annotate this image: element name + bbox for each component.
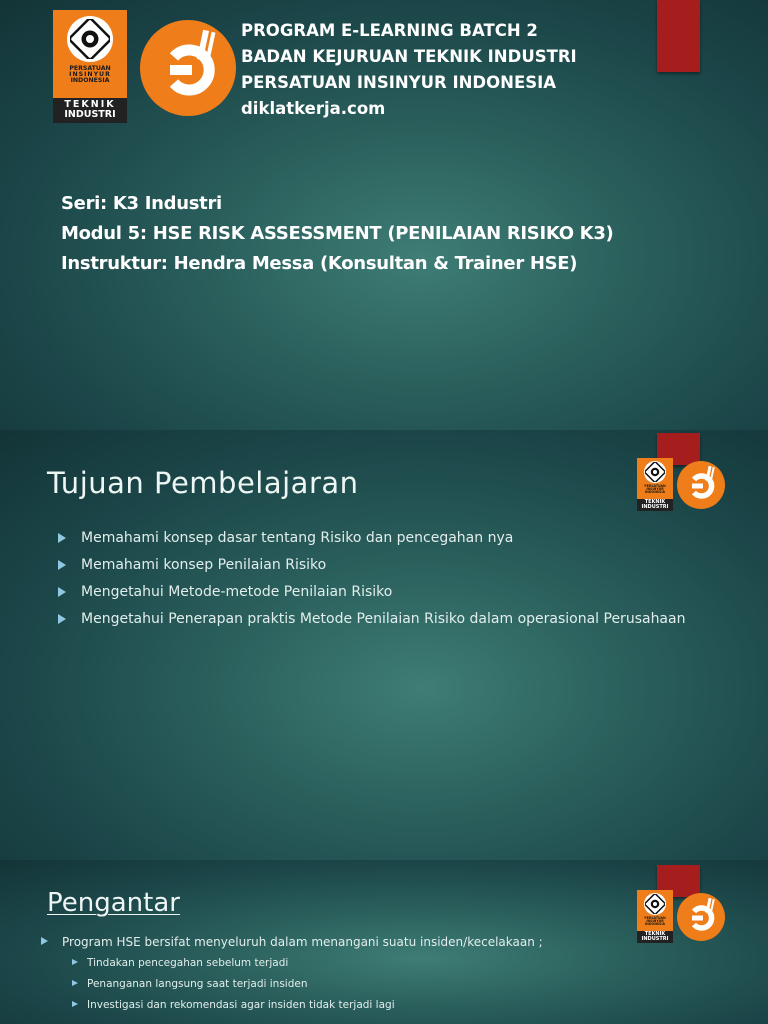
pii-logo [53, 10, 127, 123]
bullet-arrow-icon [72, 959, 78, 965]
course-info [61, 189, 613, 279]
pii-logo [637, 890, 673, 943]
pii-teknik-industri-bar: TEKNIK INDUSTRI [53, 98, 127, 123]
diklatkerja-logo-icon [677, 461, 725, 509]
list-item: Penanganan langsung saat terjadi insiden [72, 977, 632, 991]
course-series: Seri: K3 Industri [61, 193, 222, 214]
pii-wordmark: PERSATUAN INSINYUR INDONESIA [644, 916, 666, 927]
pii-logo [637, 458, 673, 511]
pii-teknik-industri-bar: TEKNIK INDUSTRI [637, 931, 673, 944]
bullet-arrow-icon [41, 937, 48, 945]
objectives-list [58, 529, 698, 637]
red-tab [657, 0, 700, 72]
bullet-arrow-icon [58, 533, 66, 543]
header-line: PERSATUAN INSINYUR INDONESIA [241, 73, 557, 92]
slide-title: Tujuan Pembelajaran [47, 466, 359, 500]
bullet-arrow-icon [58, 587, 66, 597]
list-item: Mengetahui Penerapan praktis Metode Penilaian Risiko dalam operasional Perusahaan [58, 610, 698, 629]
pii-emblem-icon [67, 16, 113, 62]
pii-emblem-icon [644, 461, 666, 483]
slide-title [0, 0, 768, 430]
pii-teknik-industri-bar: TEKNIK INDUSTRI [637, 499, 673, 512]
slide-title: Pengantar [47, 888, 180, 918]
header-line: PROGRAM E-LEARNING BATCH 2 [241, 21, 538, 40]
bullet-arrow-icon [72, 1001, 78, 1007]
bullet-arrow-icon [58, 560, 66, 570]
slide-introduction [0, 860, 768, 1024]
program-header [241, 18, 577, 122]
list-item: Memahami konsep Penilaian Risiko [58, 556, 698, 575]
course-instructor: Instruktur: Hendra Messa (Konsultan & Trainer HSE) [61, 253, 578, 274]
list-item: Program HSE bersifat menyeluruh dalam menangani suatu insiden/kecelakaan ; [41, 934, 641, 950]
list-item: Memahami konsep dasar tentang Risiko dan pencegahan nya [58, 529, 698, 548]
pii-wordmark: PERSATUAN INSINYUR INDONESIA [69, 65, 111, 85]
header-line: BADAN KEJURUAN TEKNIK INDUSTRI [241, 47, 577, 66]
course-module: Modul 5: HSE RISK ASSESSMENT (PENILAIAN RISIKO K3) [61, 223, 614, 244]
list-item: Investigasi dan rekomendasi agar insiden tidak terjadi lagi [72, 998, 632, 1012]
diklatkerja-logo-icon [677, 893, 725, 941]
diklatkerja-logo-icon [140, 20, 236, 116]
pii-emblem-icon [644, 893, 666, 915]
intro-list [41, 934, 641, 950]
intro-sub-list [72, 956, 632, 1019]
bullet-arrow-icon [58, 614, 66, 624]
slide-learning-objectives [0, 430, 768, 860]
list-item: Mengetahui Metode-metode Penilaian Risiko [58, 583, 698, 602]
list-item: Tindakan pencegahan sebelum terjadi [72, 956, 632, 970]
header-website: diklatkerja.com [241, 99, 386, 118]
pii-wordmark: PERSATUAN INSINYUR INDONESIA [644, 484, 666, 495]
bullet-arrow-icon [72, 980, 78, 986]
